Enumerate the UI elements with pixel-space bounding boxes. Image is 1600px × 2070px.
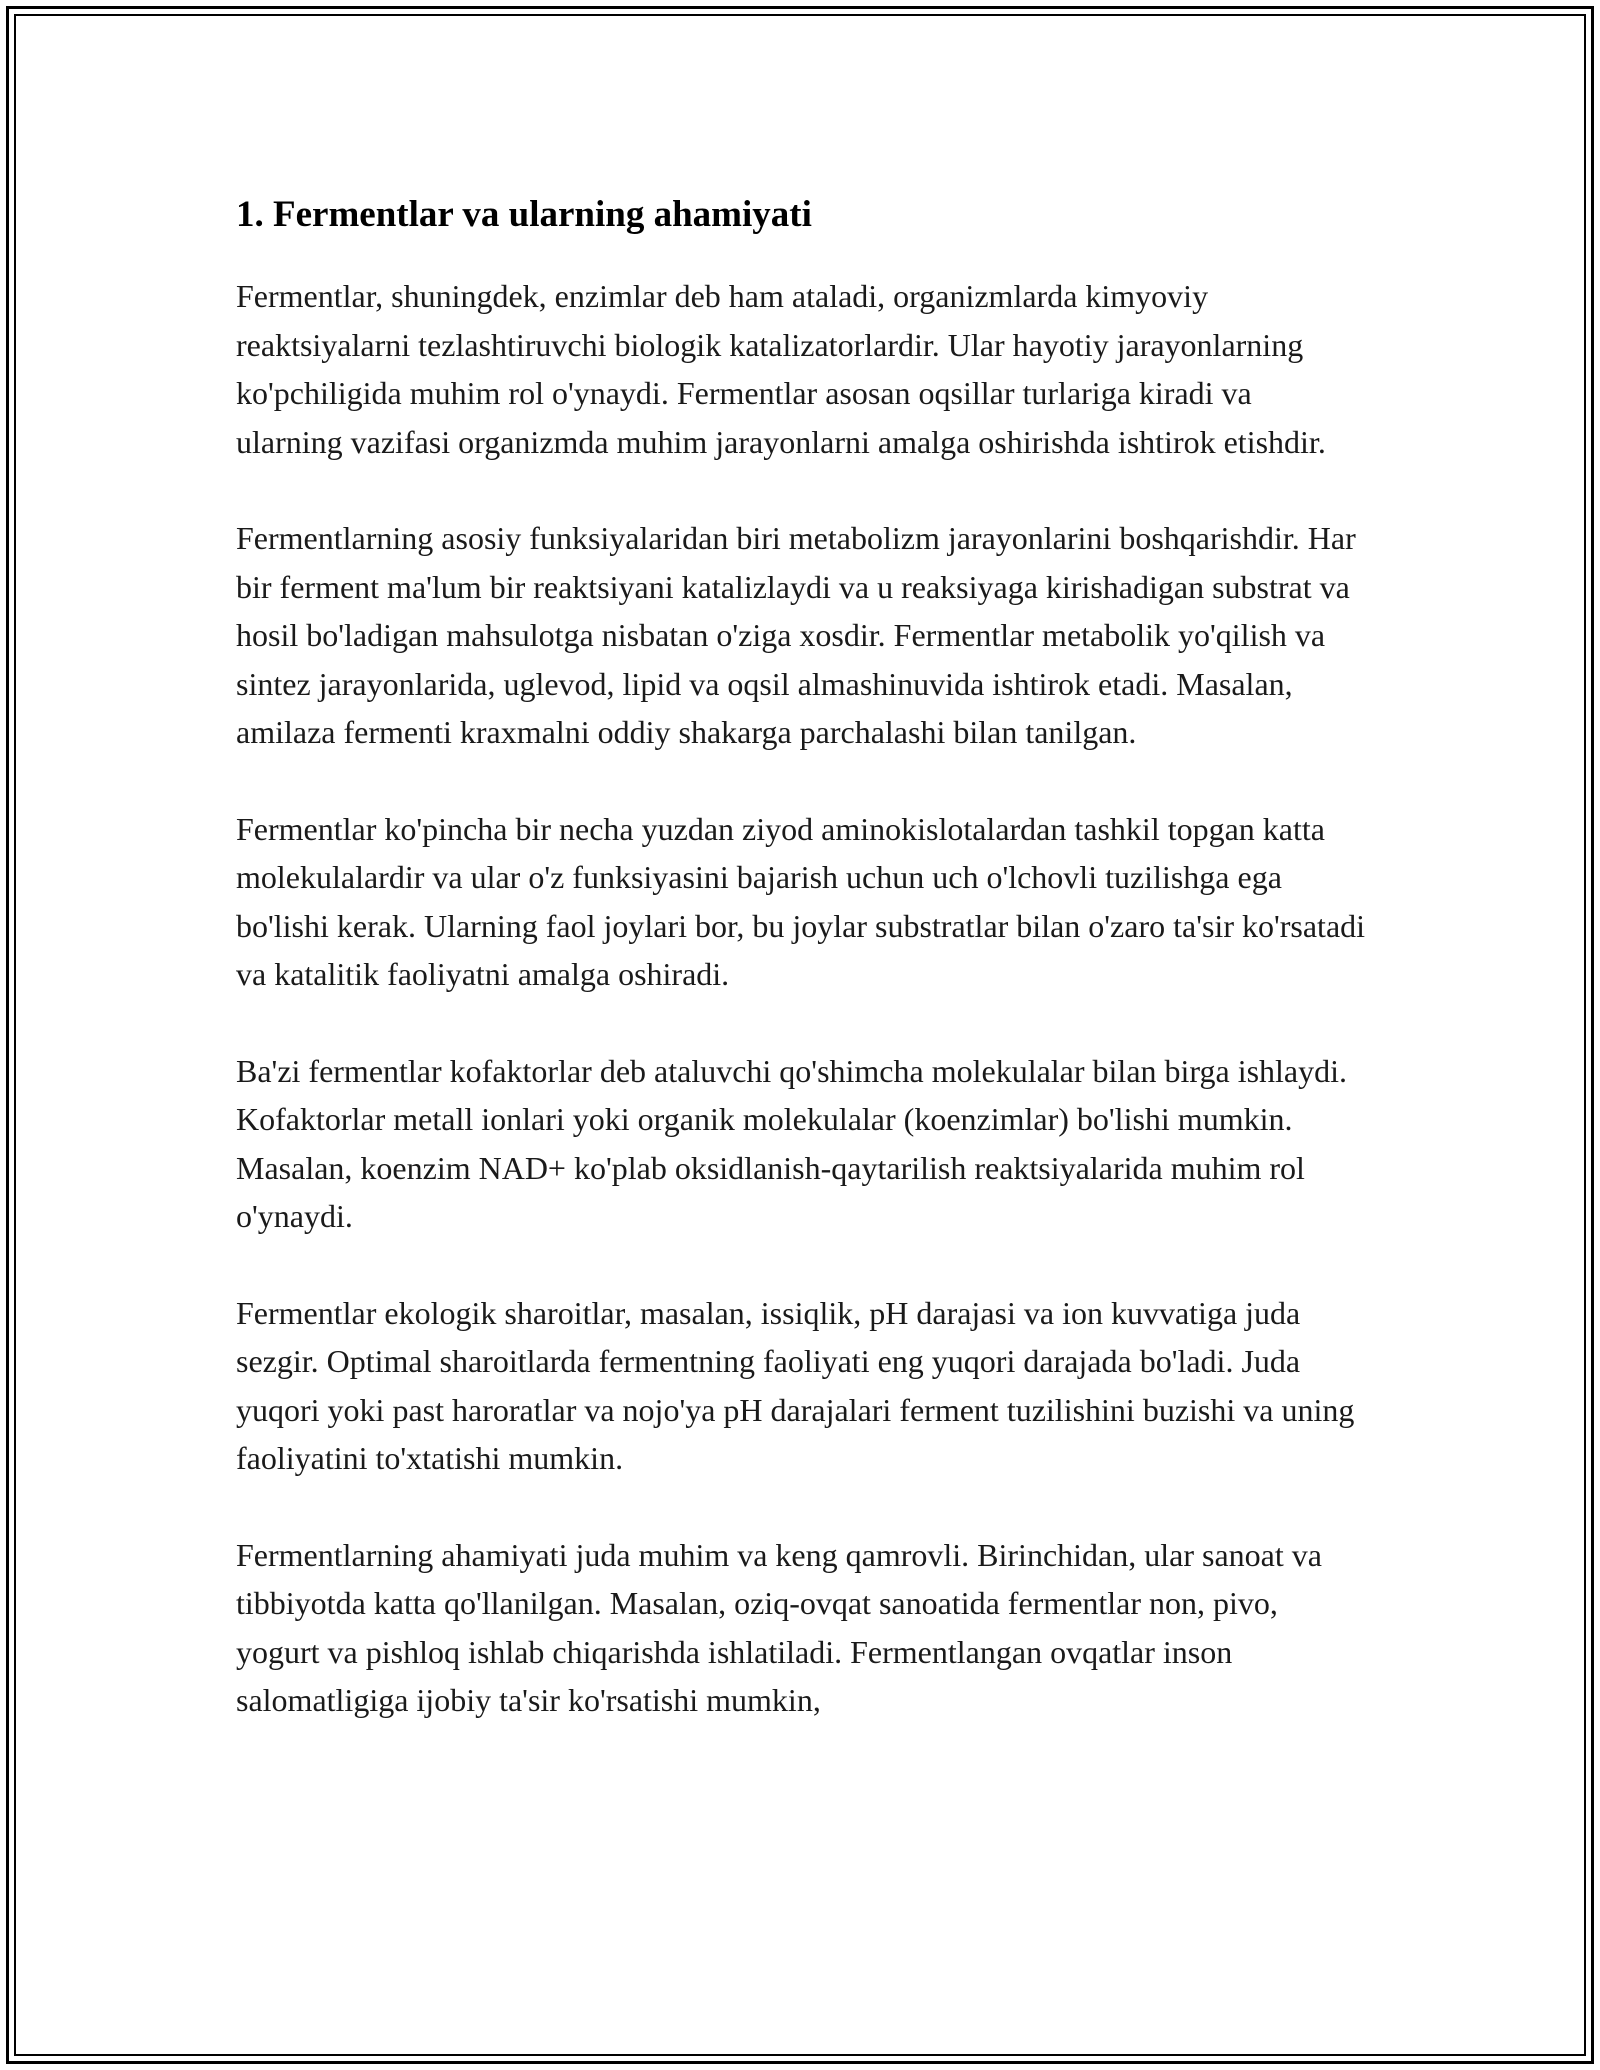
paragraph-conditions: Fermentlar ekologik sharoitlar, masalan, issiqlik, pH darajasi va ion kuvvatiga juda sezgir. Optimal sharoitlarda fermentning faoliyati eng yuqori darajada bo'ladi. Juda yuqori yoki past haroratlar va nojo'ya pH darajalari ferment tuzilishini buzishi va uning faoliyatini to'xtatishi mumkin. [236, 1294, 1355, 1476]
paragraph-definition: Fermentlar, shuningdek, enzimlar deb ham ataladi, organizmlarda kimyoviy reaktsiyalarni tezlashtiruvchi biologik katalizatorlardir. Ular hayotiy jarayonlarning ko'pchiligida muhim rol o'ynaydi. Fermentlar asosan oqsillar turlariga kiradi va ularning vazifasi organizmda muhim jarayonlarni amalga oshirishda ishtirok etishdir. [236, 278, 1326, 460]
paragraph-structure: Fermentlar ko'pincha bir necha yuzdan ziyod aminokislotalardan tashkil topgan katta molekulalardir va ular o'z funksiyasini bajarish uchun uch o'lchovli tuzilishga ega bo'lishi kerak. Ularning faol joylari bor, bu joylar substratlar bilan o'zaro ta'sir ko'rsatadi va katalitik faoliyatni amalga oshiradi. [236, 810, 1366, 992]
paragraph-cofactors: Ba'zi fermentlar kofaktorlar deb ataluvchi qo'shimcha molekulalar bilan birga ishlaydi. Kofaktorlar metall ionlari yoki organik molekulalar (koenzimlar) bo'lishi mumkin. Masalan, koenzim NAD+ ko'plab oksidlanish-qaytarilish reaktsiyalarida muhim rol o'ynaydi. [236, 1052, 1348, 1234]
paragraph-importance: Fermentlarning ahamiyati juda muhim va keng qamrovli. Birinchidan, ular sanoat va tibbiyotda katta qo'llanilgan. Masalan, oziq-ovqat sanoatida fermentlar non, pivo, yogurt va pishloq ishlab chiqarishda ishlatiladi. Fermentlangan ovqatlar inson salomatligiga ijobiy ta'sir ko'rsatishi mumkin, [236, 1536, 1322, 1718]
section-title: 1. Fermentlar va ularning ahamiyati [236, 194, 812, 235]
paragraph-metabolism: Fermentlarning asosiy funksiyalaridan biri metabolizm jarayonlarini boshqarishdir. Har bir ferment ma'lum bir reaktsiyani katalizlaydi va u reaksiyaga kirishadigan substrat va hosil bo'ladigan mahsulotga nisbatan o'ziga xosdir. Fermentlar metabolik yo'qilish va sintez jarayonlarida, uglevod, lipid va oqsil almashinuvida ishtirok etadi. Masalan, amilaza fermenti kraxmalni oddiy shakarga parchalashi bilan tanilgan. [236, 520, 1356, 750]
document-body [236, 188, 1366, 1773]
